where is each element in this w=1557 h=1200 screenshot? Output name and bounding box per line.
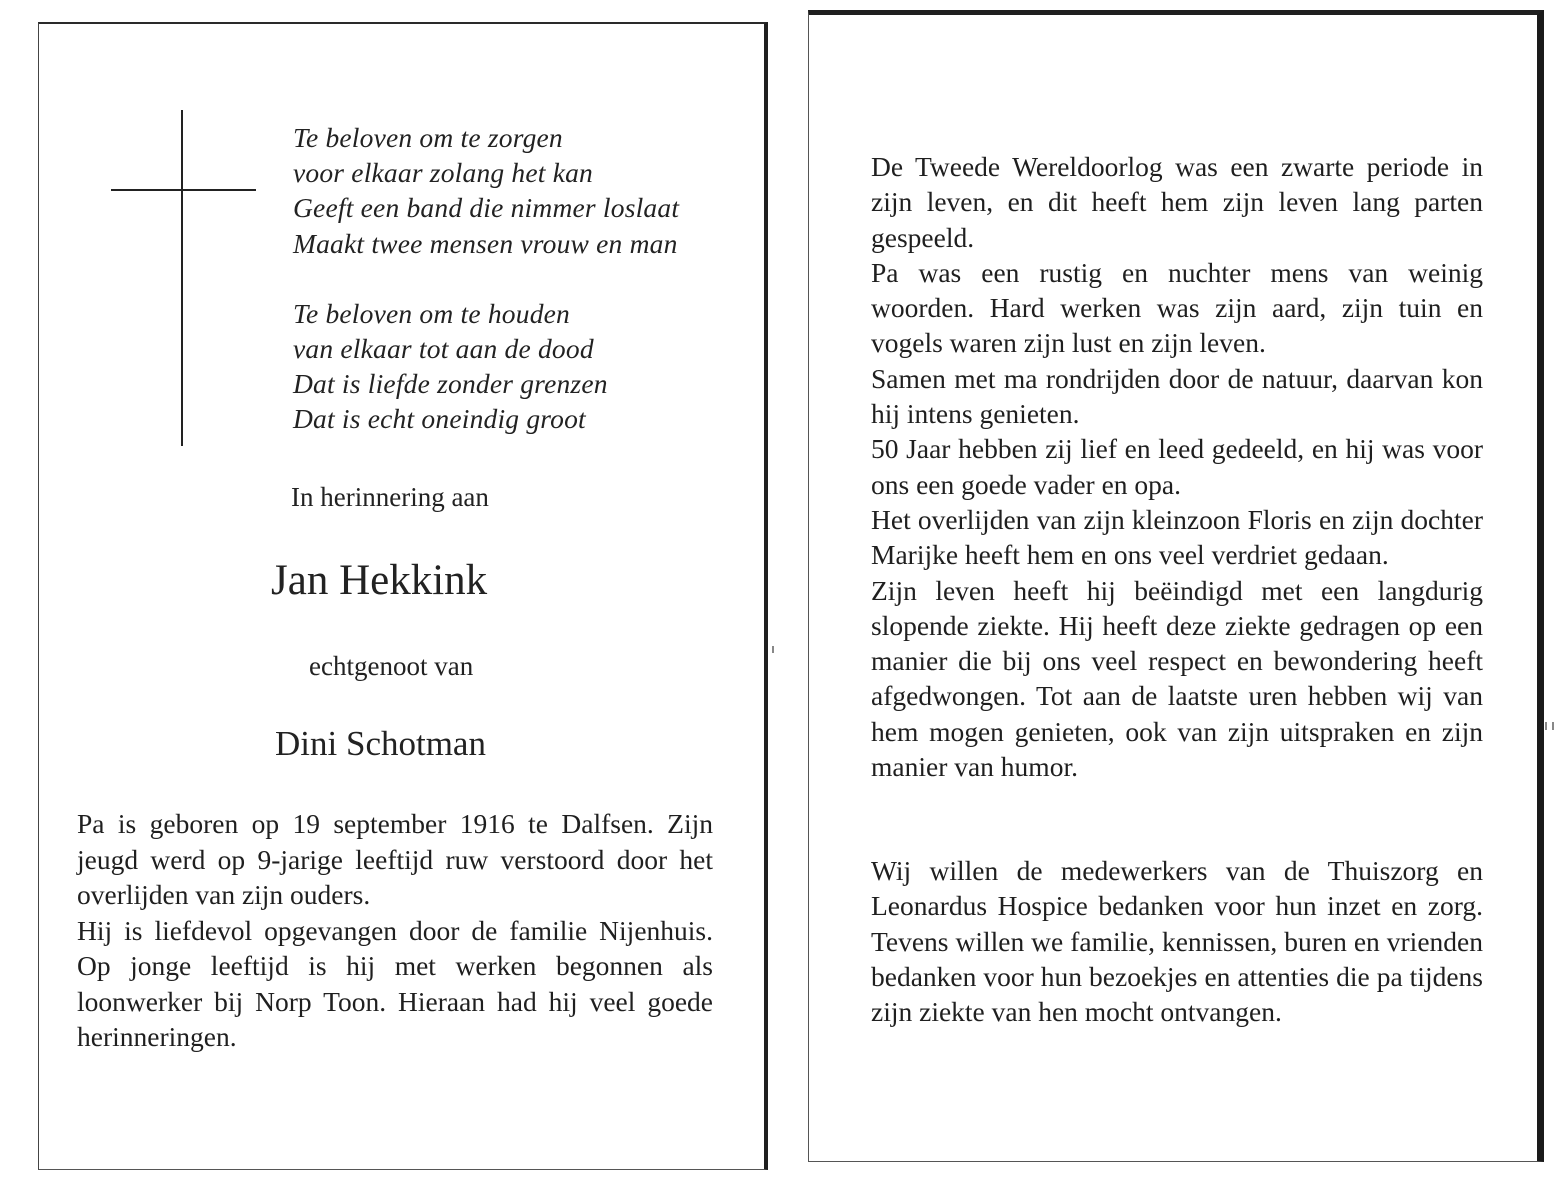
poem-line: Te beloven om te houden xyxy=(293,297,570,329)
acknowledgement xyxy=(871,853,1483,1029)
memorial-poem xyxy=(293,120,679,437)
scan-speck xyxy=(772,646,774,653)
spouse-label: echtgenoot van xyxy=(309,651,474,681)
life-story-paragraph: 50 Jaar hebben zij lief en leed gedeeld, en hij was voor ons een goede vader en opa. xyxy=(871,433,1483,500)
biography-paragraph: Hij is liefdevol opgevangen door de familie Nijenhuis. Op jonge leeftijd is hij met werken begonnen als loonwerker bij Norp Toon. Hieraan had hij veel goede herinneringen. xyxy=(77,914,713,1052)
life-story-paragraph: De Tweede Wereldoorlog was een zwarte periode in zijn leven, en dit heeft hem zijn leven lang parten gespeeld. xyxy=(871,151,1483,253)
memorial-card-back xyxy=(808,10,1544,1162)
poem-line: van elkaar tot aan de dood xyxy=(293,333,594,365)
scan-speck xyxy=(1545,722,1547,730)
memorial-card-front xyxy=(38,22,768,1170)
poem-line: voor elkaar zolang het kan xyxy=(293,157,594,189)
life-story-paragraph: Pa was een rustig en nuchter mens van weinig woorden. Hard werken was zijn aard, zijn tuin en vogels waren zijn lust en zijn leven. xyxy=(871,256,1483,359)
cross-icon xyxy=(181,110,183,446)
life-story-paragraph: Samen met ma rondrijden door de natuur, daarvan kon hij intens genieten. xyxy=(871,362,1483,430)
poem-line: Dat is liefde zonder grenzen xyxy=(293,368,608,400)
life-story xyxy=(871,149,1483,784)
in-memory-label: In herinnering aan xyxy=(291,482,489,512)
deceased-name: Jan Hekkink xyxy=(271,557,488,604)
poem-stanza xyxy=(293,120,679,261)
life-story-paragraph: Zijn leven heeft hij beëindigd met een langdurig slopende ziekte. Hij heeft deze ziekte gedragen op een manier die bij ons veel respect en bewondering heeft afgedwongen. Tot aan de laatste uren hebben wij van hem mogen genieten, ook van zijn uitspraken en zijn manier van humor. xyxy=(871,574,1483,783)
cross-icon-crossbar xyxy=(111,189,256,191)
poem-line: Dat is echt oneindig groot xyxy=(293,403,586,435)
life-story-paragraph: Het overlijden van zijn kleinzoon Floris en zijn dochter Marijke heeft hem en ons veel verdriet gedaan. xyxy=(871,503,1483,571)
poem-stanza xyxy=(293,296,679,437)
scan-speck xyxy=(1552,722,1554,730)
biography-paragraph: Pa is geboren op 19 september 1916 te Dalfsen. Zijn jeugd werd op 9-jarige leeftijd ruw verstoord door het overlijden van zijn ouders. xyxy=(77,808,713,910)
poem-line: Maakt twee mensen vrouw en man xyxy=(293,227,678,259)
poem-line: Te beloven om te zorgen xyxy=(293,122,563,153)
biography xyxy=(77,806,713,1055)
poem-line: Geeft een band die nimmer loslaat xyxy=(293,192,680,224)
spouse-name: Dini Schotman xyxy=(275,724,486,763)
acknowledgement-paragraph: Wij willen de medewerkers van de Thuiszorg en Leonardus Hospice bedanken voor hun inzet en zorg. Tevens willen we familie, kennissen, buren en vrienden bedanken voor hun bezoekjes en attenties die pa tijdens zijn ziekte van hen mocht ontvangen. xyxy=(871,855,1483,1028)
